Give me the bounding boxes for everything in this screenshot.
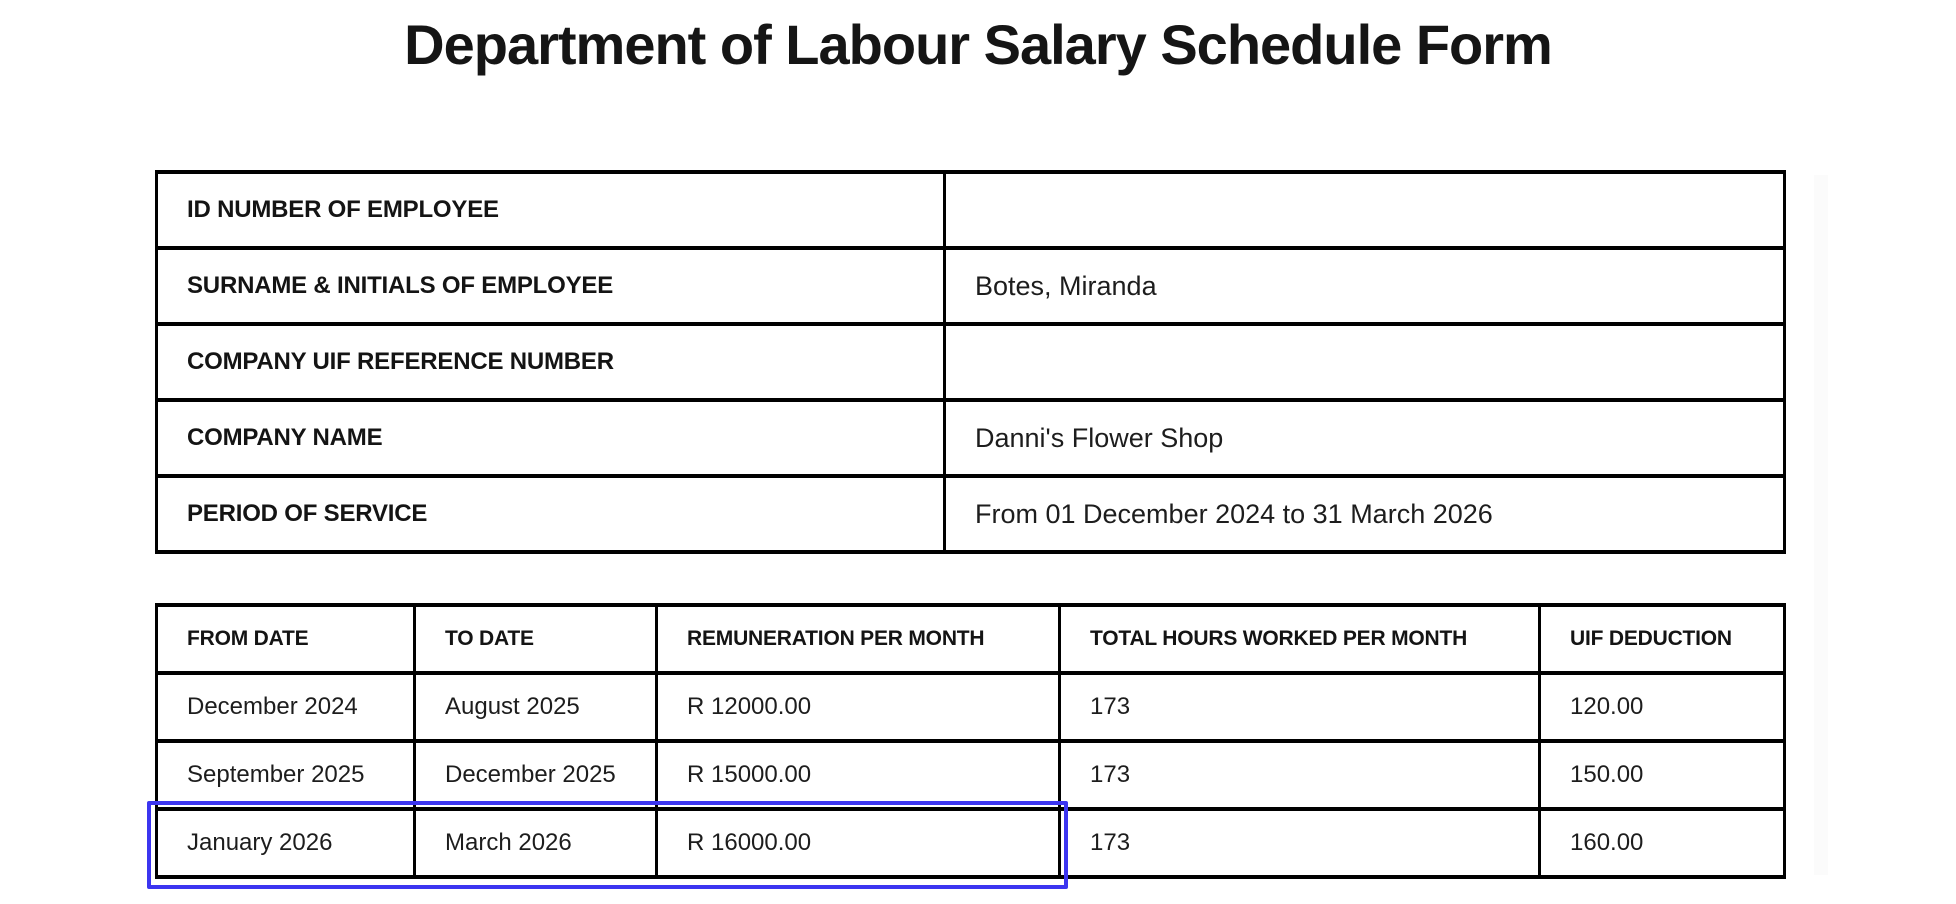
field-label-surname-initials: SURNAME & INITIALS OF EMPLOYEE: [157, 248, 945, 324]
header-cell-from-date: FROM DATE: [157, 605, 415, 673]
data-cell-remuneration: R 16000.00: [657, 809, 1060, 877]
data-cell-to-date: March 2026: [415, 809, 657, 877]
data-cell-total-hours: 173: [1060, 809, 1540, 877]
data-cell-to-date: December 2025: [415, 741, 657, 809]
header-cell-uif-deduction: UIF DEDUCTION: [1540, 605, 1785, 673]
field-value-uif-reference: [945, 324, 1785, 400]
table-row: [157, 741, 1785, 809]
table-row: [157, 673, 1785, 741]
data-cell-uif-deduction: 160.00: [1540, 809, 1785, 877]
field-value-id-number: [945, 172, 1785, 248]
table-row: [157, 248, 1785, 324]
table-row: [157, 172, 1785, 248]
field-value-period-of-service: From 01 December 2024 to 31 March 2026: [945, 476, 1785, 552]
data-cell-remuneration: R 15000.00: [657, 741, 1060, 809]
field-value-surname-initials: Botes, Miranda: [945, 248, 1785, 324]
header-cell-remuneration: REMUNERATION PER MONTH: [657, 605, 1060, 673]
table-row: [157, 400, 1785, 476]
field-label-company-name: COMPANY NAME: [157, 400, 945, 476]
data-cell-remuneration: R 12000.00: [657, 673, 1060, 741]
data-cell-from-date: December 2024: [157, 673, 415, 741]
data-cell-from-date: September 2025: [157, 741, 415, 809]
employee-details-table: [155, 170, 1786, 554]
field-label-id-number: ID NUMBER OF EMPLOYEE: [157, 172, 945, 248]
header-row: [157, 605, 1785, 673]
field-label-uif-reference: COMPANY UIF REFERENCE NUMBER: [157, 324, 945, 400]
field-label-period-of-service: PERIOD OF SERVICE: [157, 476, 945, 552]
table-row: [157, 324, 1785, 400]
data-cell-uif-deduction: 150.00: [1540, 741, 1785, 809]
table-row: [157, 476, 1785, 552]
data-cell-total-hours: 173: [1060, 741, 1540, 809]
data-cell-uif-deduction: 120.00: [1540, 673, 1785, 741]
data-cell-from-date: January 2026: [157, 809, 415, 877]
field-value-company-name: Danni's Flower Shop: [945, 400, 1785, 476]
data-cell-to-date: August 2025: [415, 673, 657, 741]
page-title: Department of Labour Salary Schedule Form: [404, 13, 1552, 76]
salary-schedule-table: [155, 603, 1786, 879]
data-cell-total-hours: 173: [1060, 673, 1540, 741]
header-cell-total-hours: TOTAL HOURS WORKED PER MONTH: [1060, 605, 1540, 673]
header-cell-to-date: TO DATE: [415, 605, 657, 673]
table-row-highlighted: [157, 809, 1785, 877]
page-edge-artifact: [1814, 175, 1828, 875]
